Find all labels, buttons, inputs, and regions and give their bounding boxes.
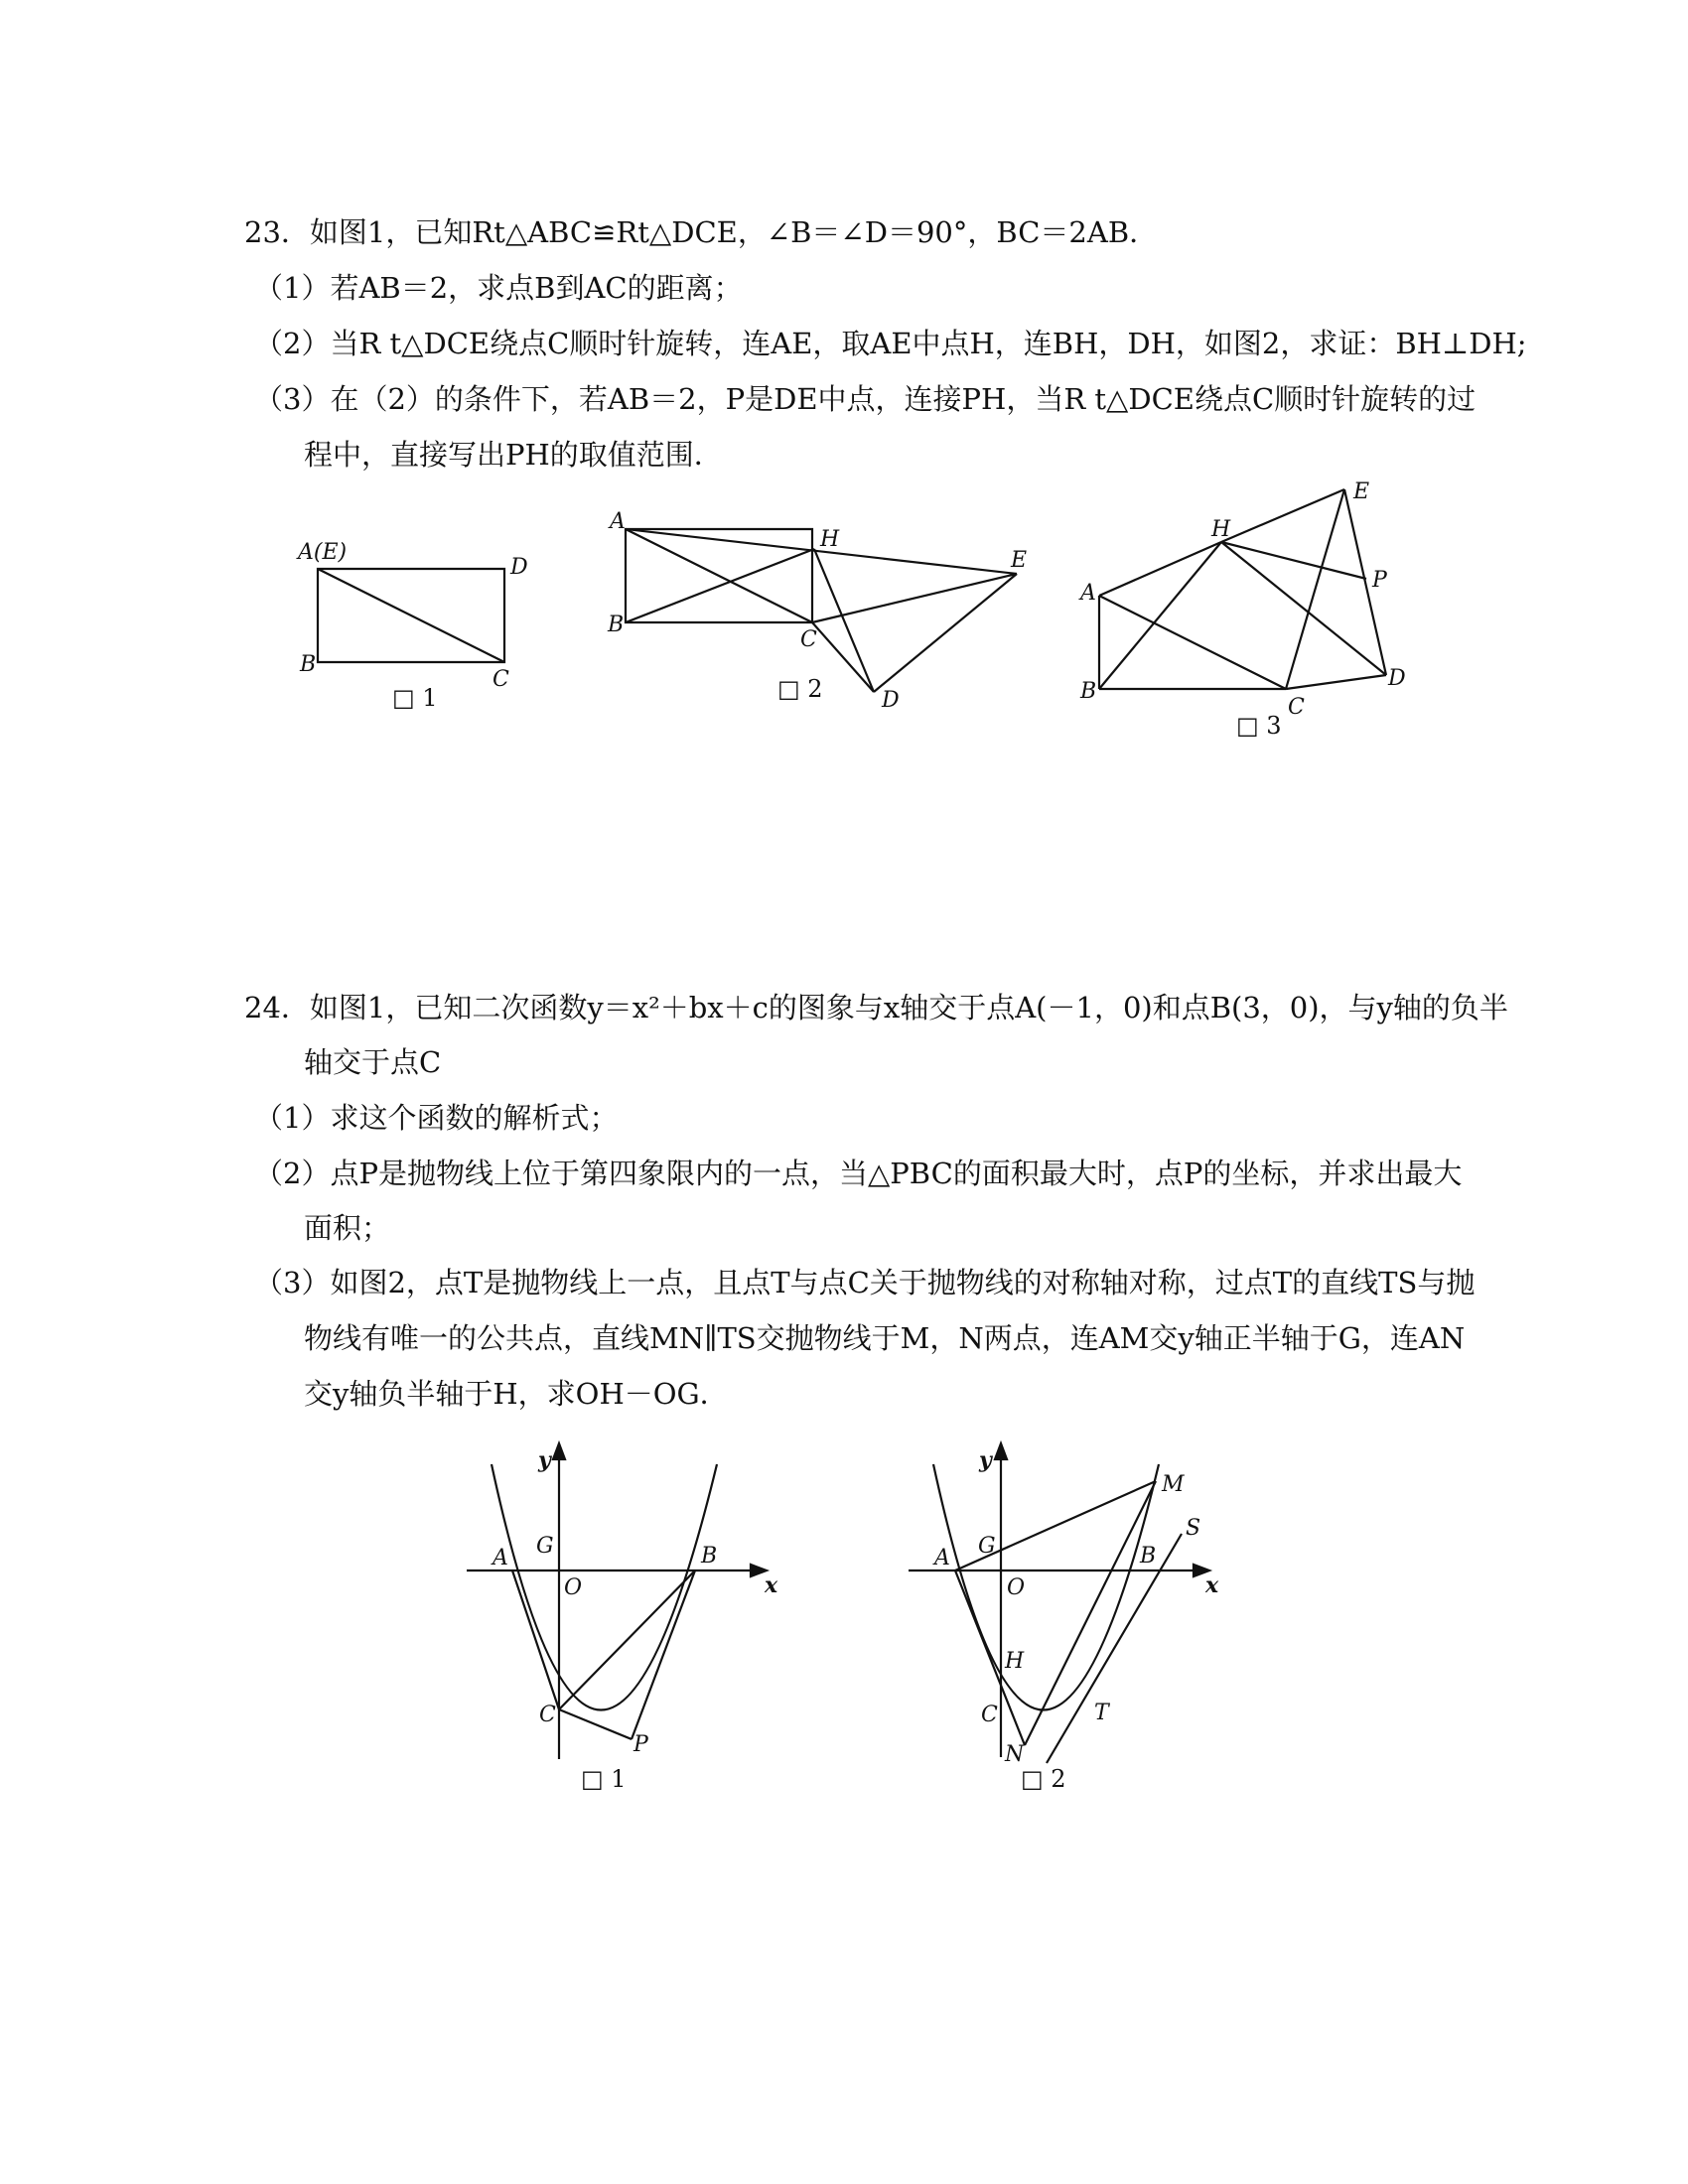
q24-fig2-label-o: O: [1007, 1575, 1026, 1600]
q24-fig2-parabola: [933, 1464, 1159, 1710]
q24-fig1-label-o: O: [564, 1575, 583, 1600]
q24-part2-line2: 面积；: [304, 1211, 391, 1245]
q23-part2: （2）当R t△DCE绕点C顺时针旋转，连AE，取AE中点H，连BH，DH，如图2，求证：BH⊥DH;: [254, 327, 1527, 360]
q23-fig1-label-c: C: [492, 667, 509, 692]
q24-fig1-caption: □ 1: [581, 1765, 627, 1793]
q24-part3-line2: 物线有唯一的公共点，直线MN∥TS交抛物线于M，N两点，连AM交y轴正半轴于G，连AN: [304, 1321, 1466, 1355]
q24-fig2-label-s: S: [1186, 1516, 1201, 1541]
q24-fig2-label-b: B: [1140, 1544, 1157, 1569]
q24-fig2-label-c: C: [981, 1703, 998, 1727]
q23-fig2-caption: □ 2: [777, 675, 823, 703]
q23-fig1-label-d: D: [510, 555, 528, 580]
q24-fig2-label-h: H: [1005, 1649, 1025, 1674]
q24-stem-line1: 24．如图1，已知二次函数y＝x²＋bx＋c的图象与x轴交于点A(－1，0)和点B(3，0)，与y轴的负半: [244, 991, 1508, 1024]
q23-part3-line2: 程中，直接写出PH的取值范围．: [304, 438, 723, 472]
q24-fig2-label-a: A: [934, 1546, 950, 1570]
q24-fig1-label-p: P: [633, 1732, 648, 1757]
q24-fig1-label-b: B: [701, 1544, 718, 1569]
q23-fig2-label-h: H: [820, 527, 840, 552]
q24-fig2-line-mn: [1025, 1481, 1156, 1745]
q24-fig1-label-g: G: [536, 1534, 554, 1559]
q23-fig2-label-e: E: [1011, 548, 1028, 573]
q23-fig3-label-c: C: [1288, 695, 1305, 720]
q24-stem-line2: 轴交于点C: [304, 1045, 442, 1079]
q24-fig2-label-n: N: [1005, 1742, 1025, 1767]
q24-fig2-label-g: G: [978, 1534, 996, 1559]
q23-fig1-label-ae: A(E): [298, 540, 348, 565]
q23-fig2-label-d: D: [882, 688, 900, 713]
q24-fig1-label-y: y: [538, 1447, 551, 1473]
q23-fig3-label-b: B: [1080, 679, 1097, 704]
q24-fig2-label-x: x: [1205, 1572, 1219, 1598]
q23-fig3-label-a: A: [1080, 581, 1096, 606]
q23-fig3-label-p: P: [1372, 568, 1387, 593]
q23-fig3-label-h: H: [1211, 517, 1231, 542]
q24-fig2-label-y: y: [979, 1447, 992, 1473]
q24-fig1-label-a: A: [492, 1546, 508, 1570]
q23-fig2-label-a: A: [610, 509, 626, 534]
q23-fig3-label-e: E: [1353, 479, 1370, 504]
q24-part2-line1: （2）点P是抛物线上位于第四象限内的一点，当△PBC的面积最大时，点P的坐标，并求出最大: [254, 1157, 1463, 1190]
q24-part3-line3: 交y轴负半轴于H，求OH－OG．: [304, 1377, 729, 1411]
q23-fig3-label-d: D: [1388, 666, 1406, 691]
q24-fig1-label-c: C: [539, 1703, 556, 1727]
q23-fig2-label-b: B: [608, 613, 625, 637]
q23-fig1-label-b: B: [300, 652, 317, 677]
q24-part3-line1: （3）如图2，点T是抛物线上一点，且点T与点C关于抛物线的对称轴对称，过点T的直线TS与抛: [254, 1266, 1476, 1299]
q23-part1: （1）若AB＝2，求点B到AC的距离；: [254, 271, 743, 305]
q24-part1: （1）求这个函数的解析式；: [254, 1101, 619, 1135]
q23-fig1-caption: □ 1: [392, 684, 438, 712]
q24-fig2-y-arrow: [995, 1443, 1007, 1459]
q23-part3-line1: （3）在（2）的条件下，若AB＝2，P是DE中点，连接PH，当R t△DCE绕点C顺时针旋转的过: [254, 382, 1477, 416]
q24-fig2-label-t: T: [1094, 1701, 1109, 1725]
q23-stem: 23．如图1，已知Rt△ABC≌Rt△DCE，∠B＝∠D＝90°，BC＝2AB．: [244, 215, 1159, 249]
q24-fig2-label-m: M: [1162, 1472, 1185, 1497]
q23-fig2-label-c: C: [800, 627, 817, 652]
q23-fig3-caption: □ 3: [1236, 712, 1282, 740]
q24-fig2-line-ts: [1047, 1534, 1182, 1763]
q24-fig1-label-x: x: [765, 1572, 778, 1598]
q24-fig2-caption: □ 2: [1021, 1765, 1066, 1793]
